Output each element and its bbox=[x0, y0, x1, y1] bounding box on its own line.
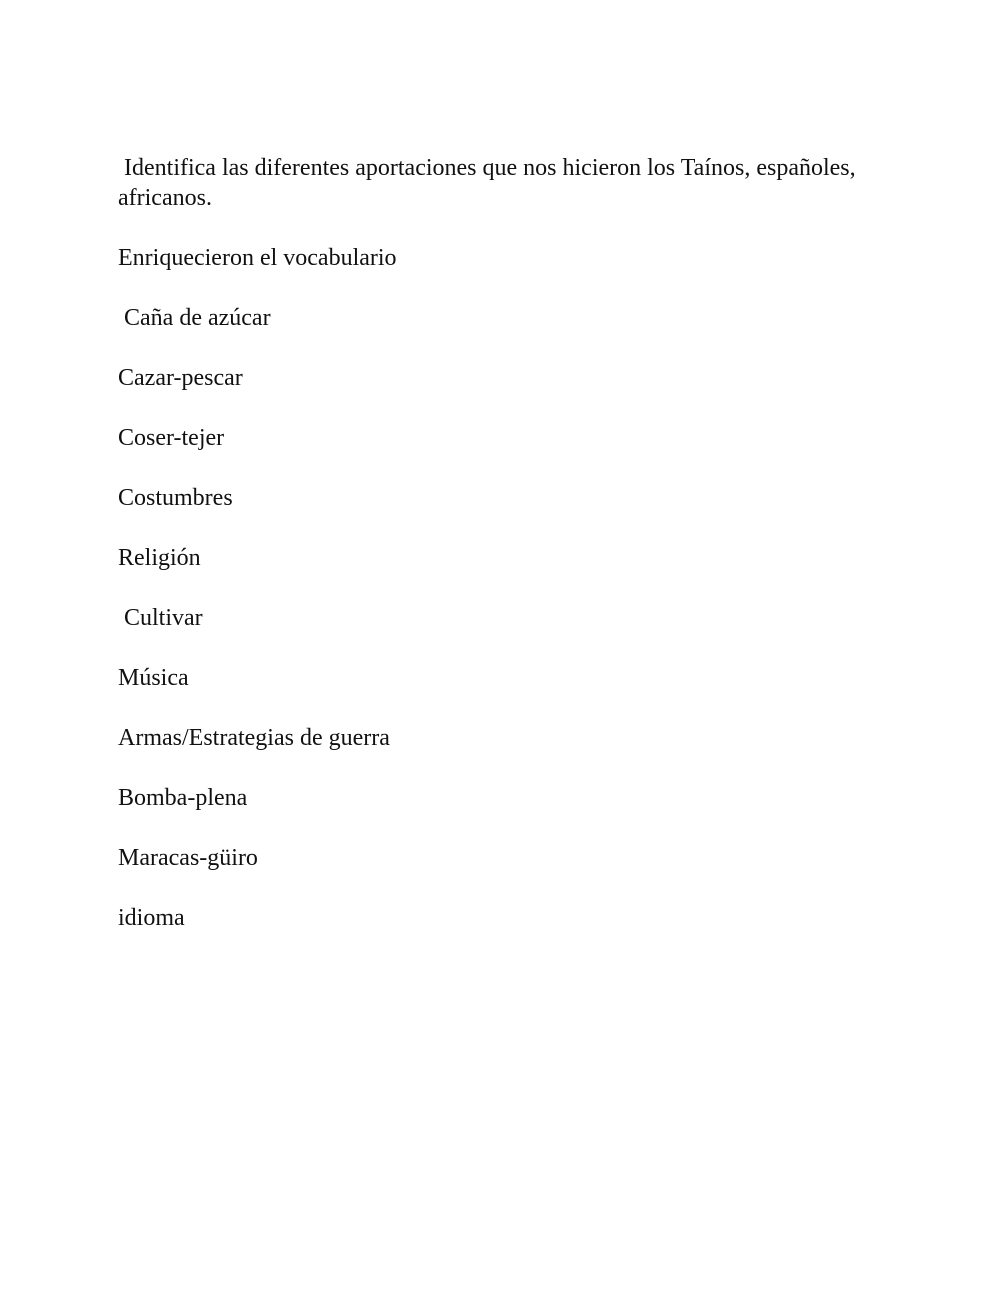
list-item: Música bbox=[118, 665, 189, 691]
instructions-text: Identifica las diferentes aportaciones que nos hicieron los Taínos, españoles, africanos. bbox=[118, 155, 862, 211]
list-item: Costumbres bbox=[118, 485, 233, 511]
list-item: Enriquecieron el vocabulario bbox=[118, 245, 397, 271]
list-item: Cazar-pescar bbox=[118, 365, 243, 391]
list-item: idioma bbox=[118, 905, 185, 931]
contribution-list bbox=[118, 243, 397, 963]
list-item: Caña de azúcar bbox=[118, 305, 271, 331]
list-item: Coser-tejer bbox=[118, 425, 225, 451]
list-item: Armas/Estrategias de guerra bbox=[118, 725, 390, 751]
list-item: Bomba-plena bbox=[118, 785, 248, 811]
list-item: Religión bbox=[118, 545, 201, 571]
list-item: Cultivar bbox=[118, 605, 203, 631]
list-item: Maracas-güiro bbox=[118, 845, 258, 871]
